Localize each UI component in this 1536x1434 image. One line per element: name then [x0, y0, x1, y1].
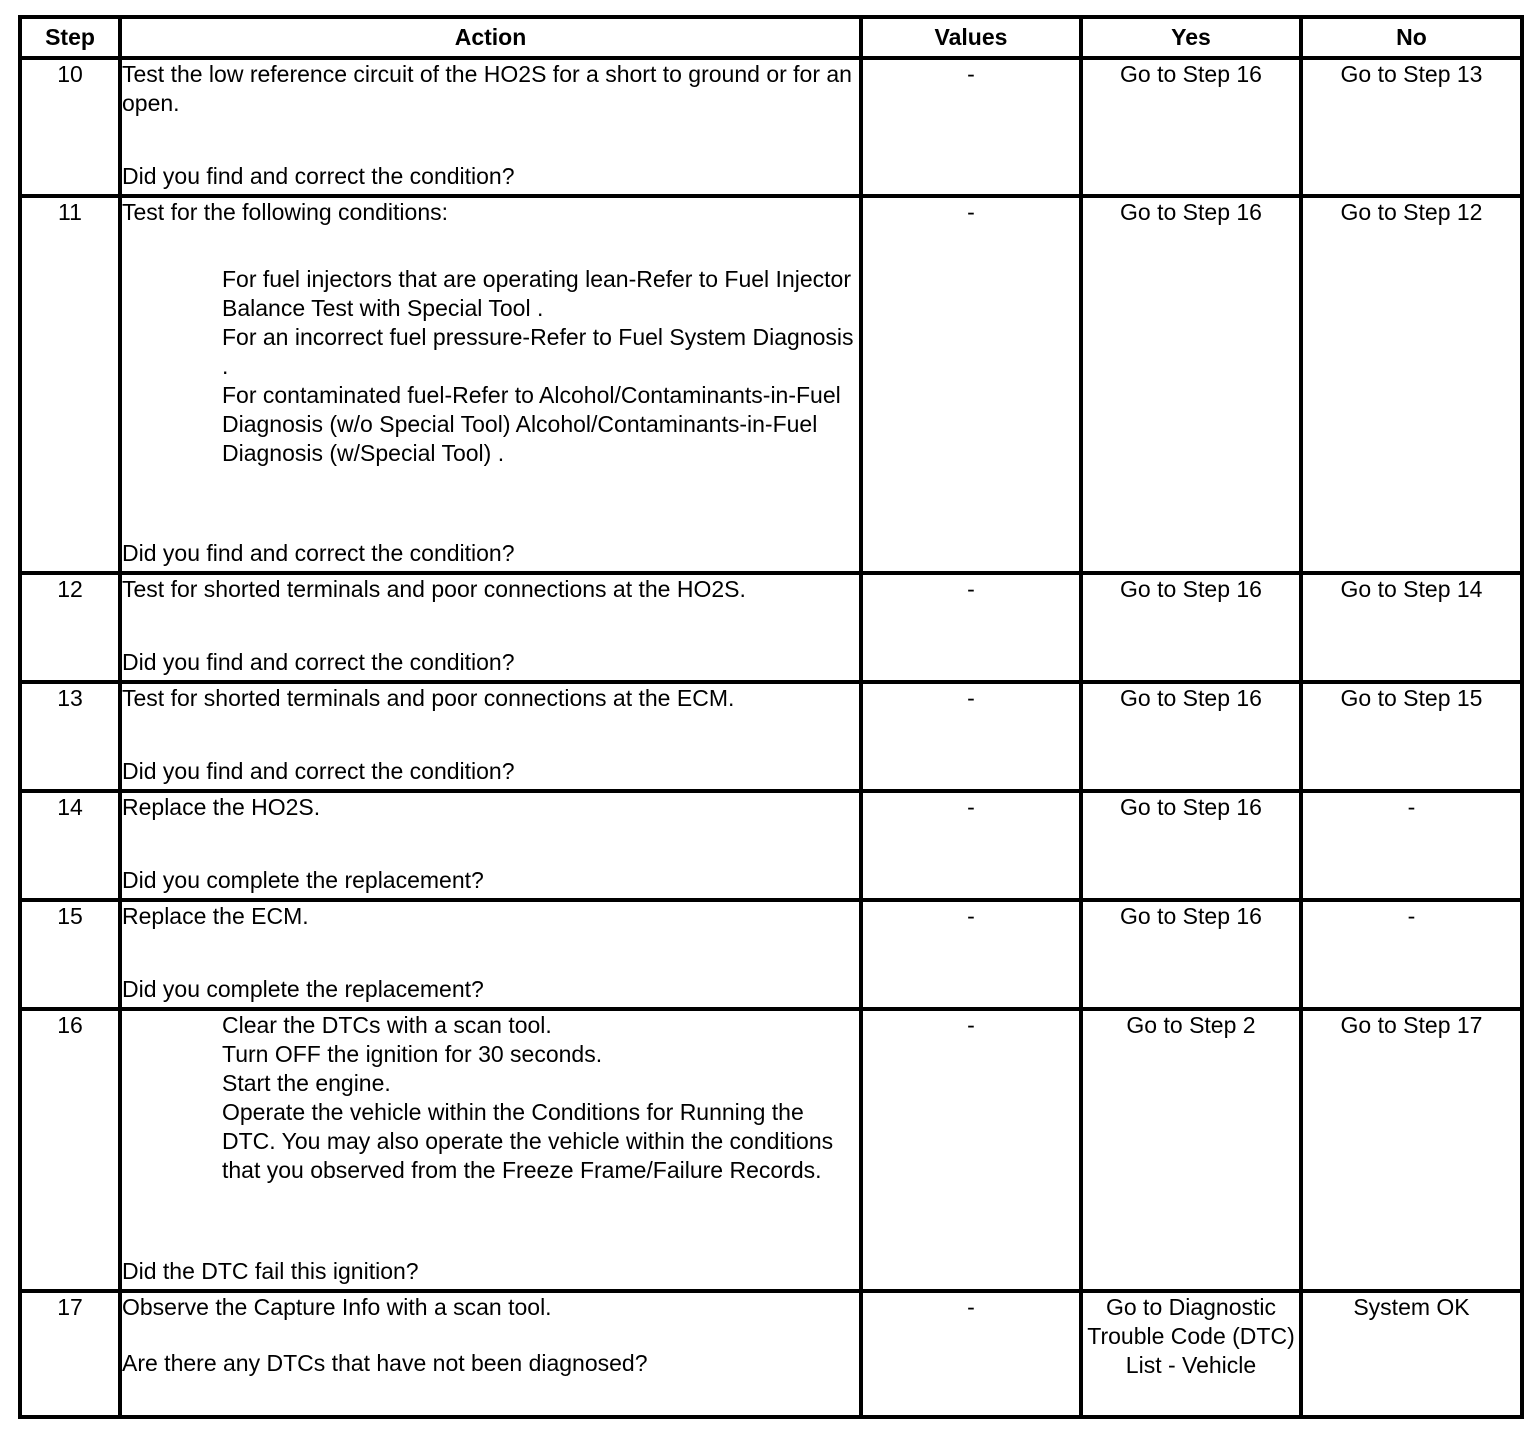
table-row	[20, 58, 1522, 196]
header-yes: Yes	[1081, 17, 1301, 58]
no-cell: -	[1301, 791, 1522, 900]
step-number: 17	[20, 1291, 120, 1417]
action-cell	[120, 58, 861, 196]
action-cell	[120, 900, 861, 1009]
table-row	[20, 1009, 1522, 1291]
step-number: 13	[20, 682, 120, 791]
yes-cell: Go to Step 16	[1081, 900, 1301, 1009]
action-cell	[120, 682, 861, 791]
table-row	[20, 573, 1522, 682]
action-text: Test the low reference circuit of the HO2S for a short to ground or for an open.	[122, 61, 852, 116]
values-cell: -	[861, 1291, 1081, 1417]
action-text: Replace the ECM.	[122, 903, 309, 929]
no-cell: Go to Step 14	[1301, 573, 1522, 682]
procedure-item: Clear the DTCs with a scan tool.	[222, 1012, 552, 1038]
condition-item: For contaminated fuel-Refer to Alcohol/Contaminants-in-Fuel Diagnosis (w/o Special Tool) Alcohol/Contaminants-in-Fuel Diagnosis (w/Special Tool) .	[222, 382, 841, 466]
no-cell: Go to Step 15	[1301, 682, 1522, 791]
no-cell: Go to Step 17	[1301, 1009, 1522, 1291]
yes-cell: Go to Diagnostic Trouble Code (DTC) List - Vehicle	[1081, 1291, 1301, 1417]
action-question: Did you find and correct the condition?	[122, 649, 515, 675]
action-cell	[120, 791, 861, 900]
yes-cell: Go to Step 16	[1081, 573, 1301, 682]
step-number: 16	[20, 1009, 120, 1291]
condition-item: For an incorrect fuel pressure-Refer to Fuel System Diagnosis .	[222, 324, 854, 379]
condition-item: For fuel injectors that are operating lean-Refer to Fuel Injector Balance Test with Special Tool .	[222, 266, 851, 321]
diagnostic-table	[18, 15, 1524, 1419]
action-text: Observe the Capture Info with a scan tool.	[122, 1294, 552, 1320]
step-number: 14	[20, 791, 120, 900]
action-cell	[120, 196, 861, 573]
values-cell: -	[861, 900, 1081, 1009]
table-row	[20, 1291, 1522, 1417]
action-text: Test for shorted terminals and poor connections at the HO2S.	[122, 576, 746, 602]
header-action: Action	[120, 17, 861, 58]
action-cell	[120, 573, 861, 682]
action-question: Did you find and correct the condition?	[122, 163, 515, 189]
no-cell: Go to Step 13	[1301, 58, 1522, 196]
yes-cell: Go to Step 16	[1081, 58, 1301, 196]
action-cell	[120, 1291, 861, 1417]
table-row	[20, 682, 1522, 791]
action-text: Test for the following conditions:	[122, 199, 449, 225]
no-cell: Go to Step 12	[1301, 196, 1522, 573]
step-number: 15	[20, 900, 120, 1009]
header-step: Step	[20, 17, 120, 58]
procedure-item: Turn OFF the ignition for 30 seconds.	[222, 1041, 603, 1067]
header-values: Values	[861, 17, 1081, 58]
action-question: Are there any DTCs that have not been diagnosed?	[122, 1350, 648, 1376]
header-no: No	[1301, 17, 1522, 58]
values-cell: -	[861, 58, 1081, 196]
action-question: Did you complete the replacement?	[122, 976, 484, 1002]
yes-cell: Go to Step 2	[1081, 1009, 1301, 1291]
procedure-item: Start the engine.	[222, 1070, 391, 1096]
values-cell: -	[861, 573, 1081, 682]
table-row	[20, 900, 1522, 1009]
step-number: 12	[20, 573, 120, 682]
no-cell: System OK	[1301, 1291, 1522, 1417]
action-question: Did you find and correct the condition?	[122, 758, 515, 784]
values-cell: -	[861, 682, 1081, 791]
step-number: 10	[20, 58, 120, 196]
action-text: Replace the HO2S.	[122, 794, 321, 820]
no-cell: -	[1301, 900, 1522, 1009]
yes-cell: Go to Step 16	[1081, 196, 1301, 573]
action-question: Did you find and correct the condition?	[122, 540, 515, 566]
step-number: 11	[20, 196, 120, 573]
action-question: Did you complete the replacement?	[122, 867, 484, 893]
table-row	[20, 791, 1522, 900]
header-row	[20, 17, 1522, 58]
action-text: Test for shorted terminals and poor connections at the ECM.	[122, 685, 735, 711]
procedure-item: Operate the vehicle within the Conditions for Running the DTC. You may also operate the vehicle within the conditions that you observed from the Freeze Frame/Failure Records.	[222, 1099, 834, 1183]
values-cell: -	[861, 196, 1081, 573]
action-question: Did the DTC fail this ignition?	[122, 1258, 419, 1284]
action-cell	[120, 1009, 861, 1291]
yes-cell: Go to Step 16	[1081, 682, 1301, 791]
values-cell: -	[861, 791, 1081, 900]
yes-cell: Go to Step 16	[1081, 791, 1301, 900]
values-cell: -	[861, 1009, 1081, 1291]
table-row	[20, 196, 1522, 573]
